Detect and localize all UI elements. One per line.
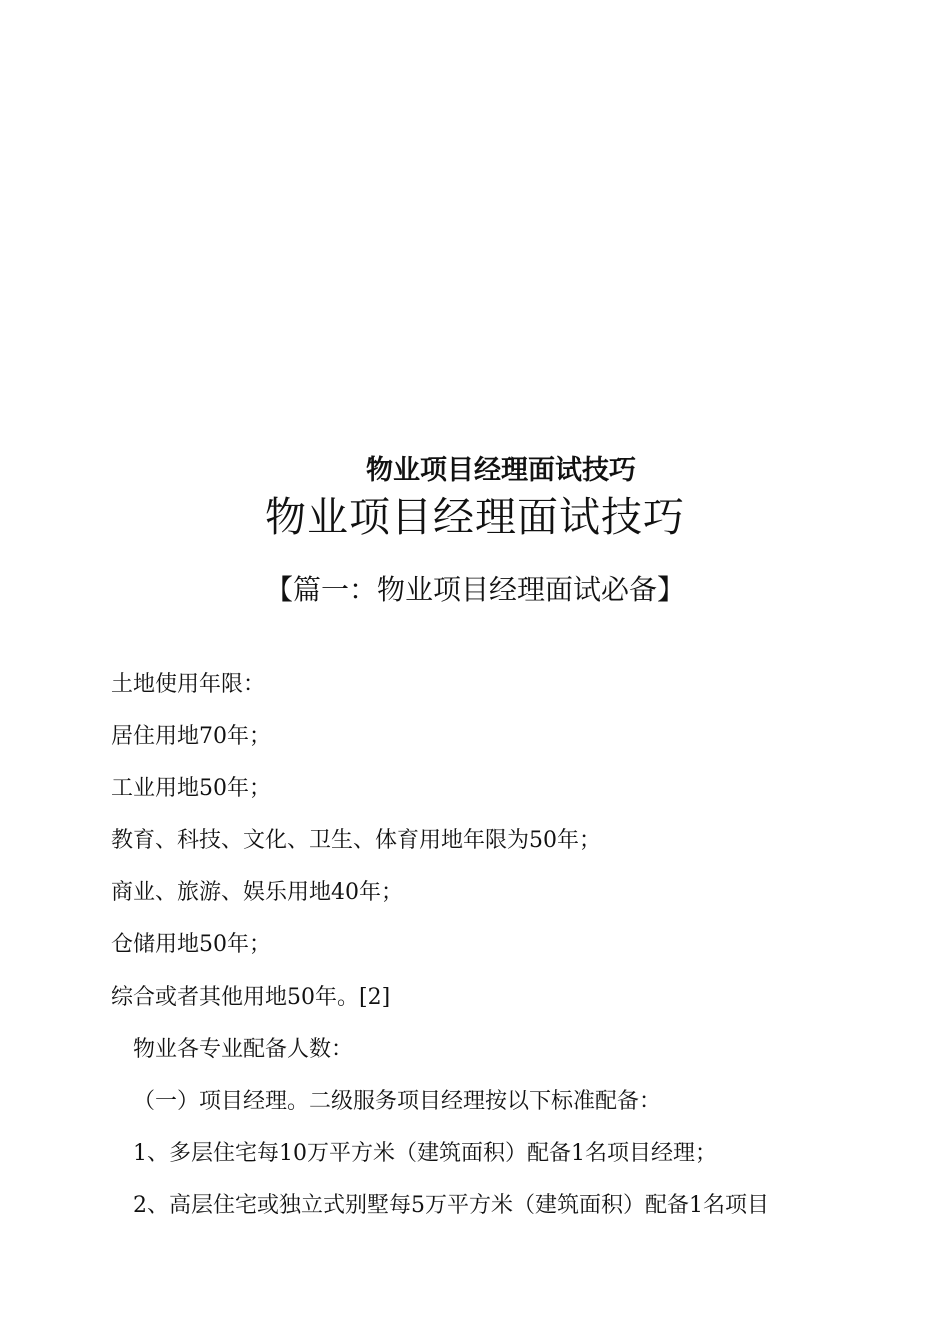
paragraph: 土地使用年限： [111,672,266,697]
paragraph: 2、高层住宅或独立式别墅每5万平方米（建筑面积）配备1名项目 [133,1193,769,1218]
paragraph: （一）项目经理。二级服务项目经理按以下标准配备： [133,1089,662,1114]
paragraph: 仓储用地50年； [111,932,271,957]
paragraph: 1、多层住宅每10万平方米（建筑面积）配备1名项目经理； [133,1141,717,1166]
paragraph: 教育、科技、文化、卫生、体育用地年限为50年； [111,828,601,853]
section-heading: 【篇一：物业项目经理面试必备】 [264,573,685,606]
paragraph: 综合或者其他用地50年。[2] [111,985,391,1010]
paragraph: 商业、旅游、娱乐用地40年； [111,880,403,905]
document-main-title: 物业项目经理面试技巧 [265,493,685,541]
paragraph: 工业用地50年； [111,776,271,801]
document-header-title: 物业项目经理面试技巧 [366,455,636,486]
paragraph: 物业各专业配备人数： [133,1037,354,1062]
paragraph: 居住用地70年； [111,724,271,749]
